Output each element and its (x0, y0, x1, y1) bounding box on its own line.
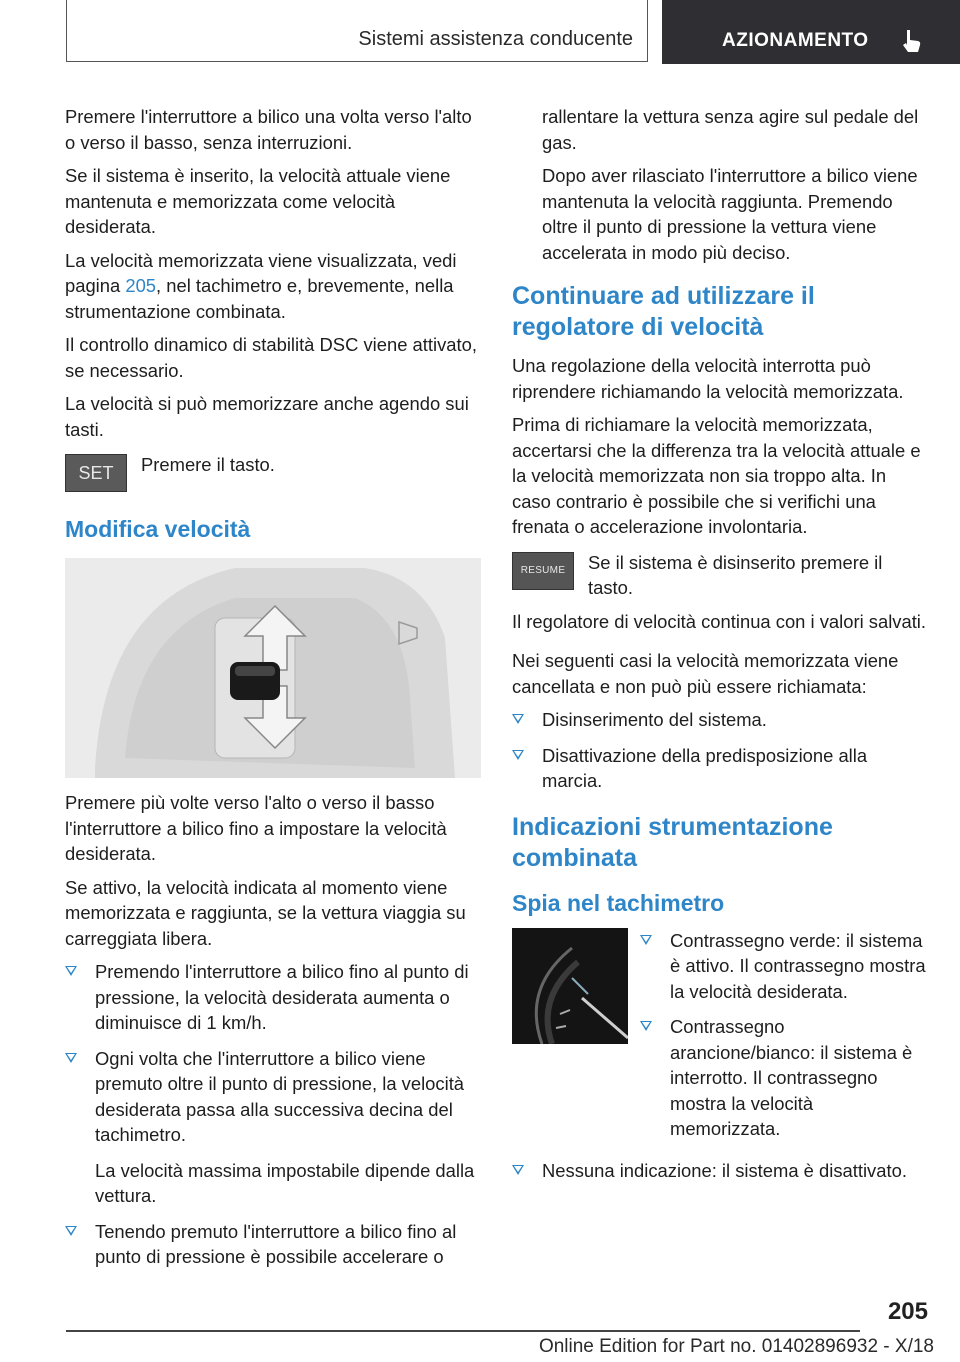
bullet-list (65, 1219, 481, 1270)
speedometer-marker-image (512, 928, 628, 1044)
paragraph: Il controllo dinamico di stabilità DSC viene attivato, se necessario. (65, 334, 477, 381)
bullet-list (512, 707, 928, 794)
bullet-list (65, 959, 481, 1148)
paragraph: Nei seguenti casi la velocità memorizzata viene cancellata e non può più essere richiamata: (512, 650, 899, 697)
list-item-text: Contrassegno arancione/bianco: il sistema è interrotto. Il contrassegno mostra la velocità memorizzata. (670, 1016, 913, 1139)
bullet-triangle-icon (512, 750, 524, 760)
resume-key-image: RESUME (512, 552, 574, 590)
left-column (65, 104, 481, 1280)
list-item-text: Disinserimento del sistema. (542, 709, 767, 730)
list-item (65, 1219, 481, 1270)
right-column (512, 104, 928, 1193)
paragraph: Una regolazione della velocità interrotta può riprendere richiamando la velocità memorizzata. (512, 355, 904, 402)
paragraph: rallentare la vettura senza agire sul pedale del gas. (542, 106, 919, 153)
bullet-list (512, 1158, 928, 1184)
paragraph: Prima di richiamare la velocità memorizzata, accertarsi che la differenza tra la velocità attuale e la velocità memorizzata non sia troppo alta. In caso contrario è possibile che si verifichi una frenata o accelerazione involontaria. (512, 414, 921, 537)
steering-wheel-rocker-switch-image (65, 558, 481, 778)
list-item (512, 707, 928, 733)
header-section-box (66, 0, 648, 62)
list-item-text: Ogni volta che l'interruttore a bilico viene premuto oltre il punto di pressione, la velocità desiderata passa alla successiva decina del tachimetro. (95, 1047, 465, 1145)
list-item-text: Premendo l'interruttore a bilico fino al punto di pressione, la velocità desiderata aumenta o diminuisce di 1 km/h. (95, 961, 469, 1033)
bullet-triangle-icon (512, 714, 524, 724)
bullet-triangle-icon (65, 1053, 77, 1063)
header-section-title: Sistemi assistenza conducente (358, 28, 633, 50)
paragraph: Se attivo, la velocità indicata al momento viene memorizzata e raggiunta, se la vettura viaggia su carreggiata libera. (65, 876, 466, 949)
header-chapter-tab (662, 0, 960, 64)
list-item-text: Nessuna indicazione: il sistema è disattivato. (542, 1159, 907, 1181)
list-item (512, 743, 928, 794)
note-paragraph: La velocità massima impostabile dipende dalla vettura. (95, 1159, 475, 1206)
paragraph: Se il sistema è inserito, la velocità attuale viene mantenuta e memorizzata come velocità desiderata. (65, 165, 451, 237)
paragraph: Il regolatore di velocità continua con i valori salvati. (512, 610, 927, 632)
paragraph: Dopo aver rilasciato l'interruttore a bilico viene mantenuta la velocità raggiunta. Premendo oltre il punto di pressione la vettura viene accelerata in modo più deciso. (542, 165, 918, 263)
footer-divider (66, 1330, 860, 1332)
resume-key-row (512, 550, 928, 601)
bullet-triangle-icon (65, 966, 77, 976)
resume-key-text: Se il sistema è disinserito premere il tasto. (588, 551, 883, 598)
list-item (512, 1158, 928, 1184)
section-heading: Continuare ad utilizzare il regolatore di velocità (512, 282, 815, 341)
list-item (65, 959, 481, 1036)
bullet-triangle-icon (65, 1226, 77, 1236)
bullet-list (640, 928, 928, 1152)
paragraph: La velocità si può memorizzare anche agendo sui tasti. (65, 393, 469, 440)
list-item-text: Tenendo premuto l'interruttore a bilico fino al punto di pressione è possibile accelerare o (95, 1220, 457, 1267)
set-key-row (65, 452, 481, 492)
text: , nel tachimetro e, brevemente, nella strumentazione combinata. (65, 275, 454, 322)
pointing-hand-icon (898, 28, 924, 54)
bullet-triangle-icon (512, 1165, 524, 1175)
set-key-image: SET (65, 454, 127, 492)
list-item-text: Disattivazione della predisposizione alla marcia. (542, 744, 868, 791)
header-chapter-title: AZIONAMENTO (722, 30, 869, 51)
set-key-text: Premere il tasto. (141, 454, 275, 475)
bullet-triangle-icon (640, 1021, 652, 1031)
list-item (65, 1046, 481, 1148)
page-link[interactable]: 205 (125, 275, 157, 296)
footer-edition: Online Edition for Part no. 01402896932 - X/18 (538, 1336, 934, 1357)
paragraph: Premere l'interruttore a bilico una volta verso l'alto o verso il basso, senza interruzioni. (65, 106, 472, 153)
text: La velocità memorizzata viene visualizzata, vedi pagina (65, 249, 457, 296)
section-heading: Indicazioni strumentazione combinata (512, 812, 833, 872)
speedometer-row (512, 928, 928, 1152)
paragraph: Premere più volte verso l'alto o verso il basso l'interruttore a bilico fino a impostare la velocità desiderata. (65, 792, 447, 864)
page-number: 205 (887, 1298, 928, 1325)
list-item (640, 928, 928, 1005)
subsection-heading: Spia nel tachimetro (512, 889, 725, 916)
section-heading: Modifica velocità (65, 516, 251, 542)
bullet-triangle-icon (640, 935, 652, 945)
list-item (640, 1014, 928, 1142)
list-item-text: Contrassegno verde: il sistema è attivo. Il contrassegno mostra la velocità desiderata. (670, 929, 926, 1002)
paragraph (65, 248, 481, 325)
